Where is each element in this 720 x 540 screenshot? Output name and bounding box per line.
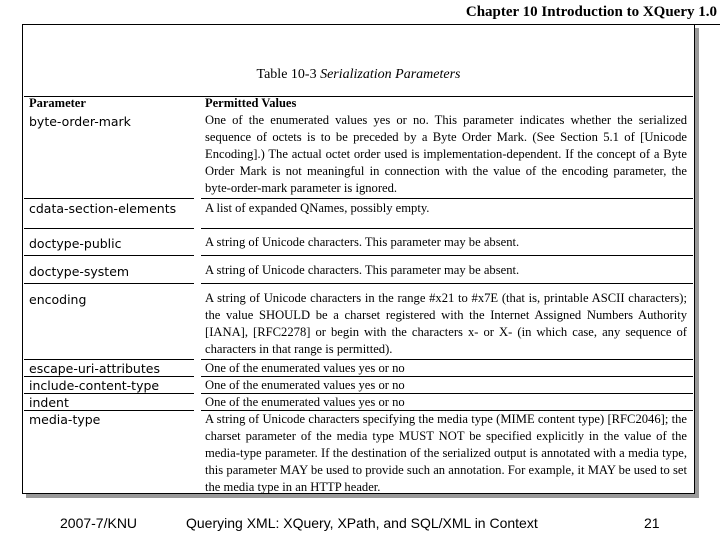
column-header-values: Permitted Values bbox=[205, 96, 297, 110]
value-indent: One of the enumerated values yes or no bbox=[205, 395, 405, 409]
param-indent: indent bbox=[29, 395, 69, 410]
table-caption bbox=[23, 67, 694, 83]
param-byte-order-mark: byte-order-mark bbox=[29, 114, 131, 129]
param-media-type: media-type bbox=[29, 412, 101, 427]
param-doctype-system: doctype-system bbox=[29, 264, 130, 279]
row-divider bbox=[201, 228, 693, 229]
row-divider bbox=[24, 228, 194, 229]
row-divider bbox=[201, 283, 693, 284]
footer-title: Querying XML: XQuery, XPath, and SQL/XML in Context bbox=[186, 515, 538, 531]
caption-number: Table 10-3 bbox=[256, 67, 317, 82]
value-doctype-system: A string of Unicode characters. This parameter may be absent. bbox=[205, 263, 520, 277]
column-header-parameter: Parameter bbox=[29, 96, 86, 110]
chapter-header: Chapter 10 Introduction to XQuery 1.0 bbox=[465, 4, 717, 20]
row-divider bbox=[24, 283, 194, 284]
param-encoding: encoding bbox=[29, 292, 87, 307]
row-divider bbox=[24, 255, 194, 256]
param-doctype-public: doctype-public bbox=[29, 236, 122, 251]
value-encoding: A string of Unicode characters in the range #x21 to #x7E (that is, printable ASCII characters); the value SHOULD be a charset registered with the Internet Assigned Numbers Authority [IANA], [RFC2278] or begin with the characters x- or X- (in which case, any sequence of characters in that range is permitted). bbox=[205, 291, 687, 356]
value-media-type: A string of Unicode characters specifying the media type (MIME content type) [RFC2046]; the charset parameter of the media type MUST NOT be specified explicitly in the value of the media-type parameter. If the destination of the serialized output is annotated with a media type, this parameter MAY be used to provide such an annotation. For example, it MAY be used to set the media type in an HTTP header. bbox=[205, 412, 687, 494]
footer-date: 2007-7/KNU bbox=[60, 515, 138, 531]
row-divider bbox=[201, 198, 693, 199]
table-header-rule bbox=[24, 96, 693, 97]
value-doctype-public: A string of Unicode characters. This parameter may be absent. bbox=[205, 235, 520, 249]
value-escape-uri-attributes: One of the enumerated values yes or no bbox=[205, 361, 405, 375]
slide-frame bbox=[22, 24, 695, 494]
param-escape-uri-attributes: escape-uri-attributes bbox=[29, 361, 160, 376]
value-include-content-type: One of the enumerated values yes or no bbox=[205, 378, 405, 392]
row-divider bbox=[201, 255, 693, 256]
param-cdata-section-elements: cdata-section-elements bbox=[29, 201, 177, 216]
value-cdata-section-elements: A list of expanded QNames, possibly empty. bbox=[205, 201, 430, 215]
footer-page-number: 21 bbox=[644, 515, 660, 531]
value-byte-order-mark: One of the enumerated values yes or no. This parameter indicates whether the serialized sequence of octets is to be preceded by a Byte Order Mark. (See Section 5.1 of [Unicode Encoding].) The actual octet order used is implementation-dependent. If the concept of a Byte Order Mark is not meaningful in connection with the value of the encoding parameter, the byte-order-mark parameter is ignored. bbox=[205, 113, 687, 195]
row-divider bbox=[24, 198, 194, 199]
param-include-content-type: include-content-type bbox=[29, 378, 160, 393]
caption-title: Serialization Parameters bbox=[320, 67, 461, 82]
